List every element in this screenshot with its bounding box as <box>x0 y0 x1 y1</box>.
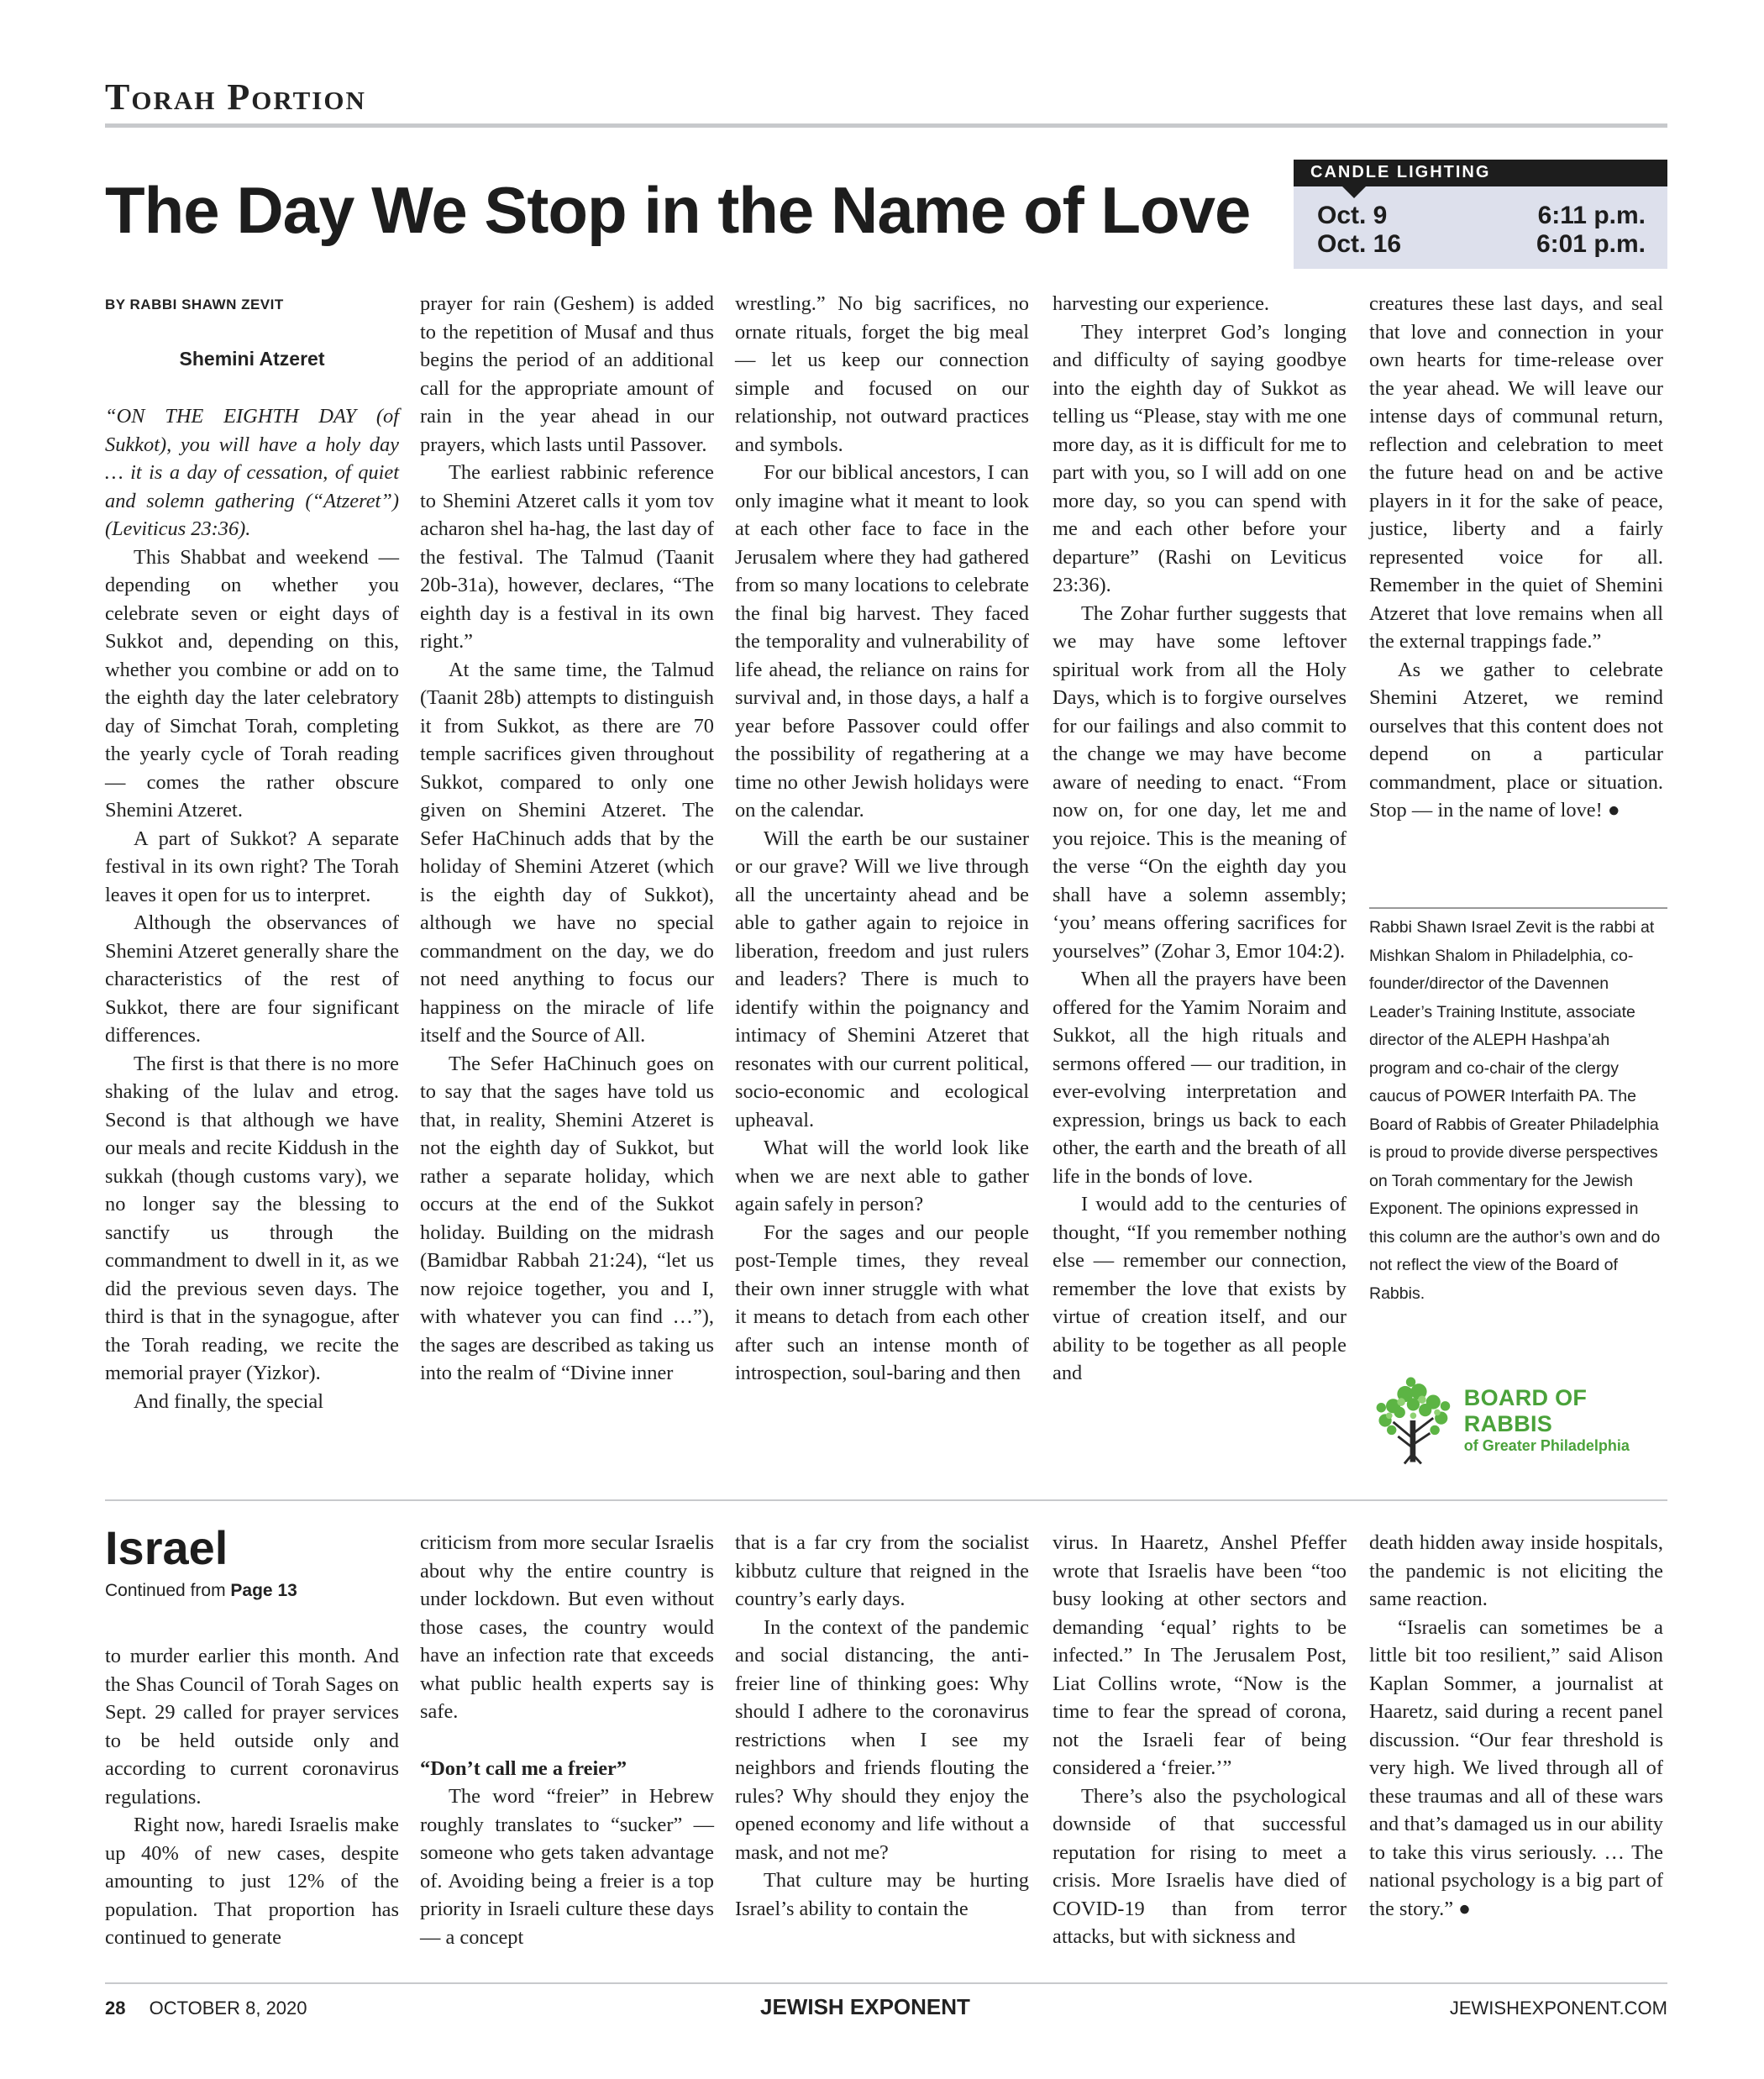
paragraph: At the same time, the Talmud (Taanit 28b) attempts to distinguish it from Sukkot, as there are 70 temple sacrifices given throughout Sukkot, compared to only one given on Shemini Atzeret. The Sefer HaChinuch adds that by the holiday of Shemini Atzeret (which is the eighth day of Sukkot), although we have no special commandment on the day, we do not need anything to focus our happiness on the miracle of life itself and the Source of All. <box>420 658 714 1047</box>
israel-title: Israel <box>105 1521 228 1574</box>
section-header <box>105 76 1667 128</box>
footer-divider <box>105 1982 1667 1984</box>
continued-from: Continued from Page 13 <box>105 1581 297 1600</box>
article-column-2 <box>420 290 714 1388</box>
section-label: Torah Portion <box>105 76 366 118</box>
paragraph: Although the observances of Shemini Atzeret generally share the characteristics of the rest of Sukkot, there are four significant differences. <box>105 911 399 1047</box>
israel-column-3 <box>735 1529 1029 1923</box>
paragraph: Will the earth be our sustainer or our grave? Will we live through all the uncertainty ahead and be able to gather again to rejoice in liberation, freedom and just rulers and leaders? There is much to identify within the poignancy and intimacy of Shemini Atzeret that resonates with our current political, socio-economic and ecological upheaval. <box>735 827 1029 1131</box>
board-of-rabbis-logo <box>1369 1369 1672 1470</box>
paragraph: “Israelis can sometimes be a little bit too resilient,” said Alison Kaplan Sommer, a journalist at Haaretz, said during a recent panel discussion. “Our fear threshold is very high. We lived through all of these traumas and all of these wars and that’s damaged us in our ability to take this virus seriously. … The national psychology is a big part of the story.” ● <box>1369 1615 1663 1920</box>
paragraph: The word “freier” in Hebrew roughly translates to “sucker” — someone who gets taken advantage of. Avoiding being a freier is a top priority in Israeli culture these days — a concept <box>420 1785 714 1949</box>
paragraph: What will the world look like when we are next able to gather again safely in person? <box>735 1137 1029 1215</box>
paragraph: When all the prayers have been offered for the Yamim Noraim and Sukkot, all the high rituals and sermons offered — our tradition, in ever-evolving interpretation and expression, brings us back to each other, the earth and the breath of all life in the bonds of love. <box>1053 968 1347 1188</box>
logo-title: BOARD OF RABBIS <box>1463 1384 1588 1436</box>
israel-column-4 <box>1053 1529 1347 1951</box>
tree-icon <box>1369 1372 1457 1468</box>
candle-row <box>1317 230 1646 259</box>
israel-column-1 <box>105 1642 399 1952</box>
section-divider <box>105 1499 1667 1501</box>
candle-date: Oct. 9 <box>1317 202 1388 229</box>
logo-subtitle: of Greater Philadelphia <box>1463 1436 1630 1454</box>
paragraph: criticism from more secular Israelis about why the entire country is under lockdown. But even without those cases, the country would have an infection rate that exceeds what public health experts say is safe. <box>420 1531 714 1723</box>
publication-name: JEWISH EXPONENT <box>760 1994 970 2019</box>
israel-column-2 <box>420 1529 714 1951</box>
candle-time: 6:01 p.m. <box>1536 230 1646 258</box>
paragraph: They interpret God’s longing and difficulty of saying goodbye into the eighth day of Sukkot as telling us “Please, stay with me one more day, as it is difficult for me to part with you, so I will add on one more day, so you can spend with me and each other before your departure” (Rashi on Leviticus 23:36). <box>1053 320 1347 596</box>
israel-subhead: “Don’t call me a freier” <box>420 1756 627 1780</box>
paragraph: virus. In Haaretz, Anshel Pfeffer wrote that Israelis have been “too busy looking at other sectors and demanding ‘equal’ rights to be infected.” In The Jerusalem Post, Liat Collins wrote, “Now is the time to fear the spread of corona, not the Israeli fear of being considered a ‘freier.’” <box>1053 1531 1347 1779</box>
article-column-4 <box>1053 290 1347 1388</box>
paragraph: That culture may be hurting Israel’s ability to contain the <box>735 1869 1029 1920</box>
paragraph: The first is that there is no more shaking of the lulav and etrog. Second is that although we have our meals and recite Kiddush in the sukkah (though customs vary), we no longer say the blessing to sanctify us through the commandment to dwell in it, as we did the previous seven days. The third is that in the synagogue, after the Torah reading, we recite the memorial prayer (Yizkor). <box>105 1052 399 1384</box>
paragraph: death hidden away inside hospitals, the pandemic is not eliciting the same reaction. <box>1369 1531 1663 1610</box>
author-bio: Rabbi Shawn Israel Zevit is the rabbi at Mishkan Shalom in Philadelphia, co-founder/director of the Davennen Leader’s Training Institute, associate director of the ALEPH Hashpa’ah program and co-chair of the clergy caucus of POWER Interfaith PA. The Board of Rabbis of Greater Philadelphia is proud to provide diverse perspectives on Torah commentary for the Jewish Exponent. The opinions expressed in this column are the author’s own and do not reflect the view of the Board of Rabbis. <box>1369 907 1667 1308</box>
article-column-5 <box>1369 290 1663 825</box>
paragraph: prayer for rain (Geshem) is added to the repetition of Musaf and thus begins the period of an additional call for the appropriate amount of rain in the year ahead in our prayers, which lasts until Passover. <box>420 292 714 456</box>
article-subhead: Shemini Atzeret <box>179 348 325 370</box>
candle-time: 6:11 p.m. <box>1537 202 1646 229</box>
candle-row <box>1317 202 1646 230</box>
article-column-1 <box>105 290 399 1415</box>
paragraph: I would add to the centuries of thought, “If you remember nothing else — remember our connection, remember the love that exists by virtue of creation itself, and our ability to be together as all people and <box>1053 1193 1347 1384</box>
paragraph: that is a far cry from the socialist kibbutz culture that reigned in the country’s early days. <box>735 1531 1029 1610</box>
paragraph: The Zohar further suggests that we may have some leftover spiritual work from all the Holy Days, which is to forgive ourselves for our failings and also commit to the change we may have become aware of needing to enact. “From now on, for one day, let me and you rejoice. This is the meaning of the verse “On the eighth day you shall have a solemn assembly; ‘you’ means offering sacrifices for yourselves” (Zohar 3, Emor 104:2). <box>1053 601 1347 963</box>
headline: The Day We Stop in the Name of Love <box>105 173 1251 247</box>
paragraph: wrestling.” No big sacrifices, no ornate rituals, forget the big meal — let us keep our connection simple and focused on our relationship, not outward practices and symbols. <box>735 292 1029 456</box>
paragraph: For our biblical ancestors, I can only imagine what it meant to look at each other face to face in the Jerusalem where they had gathered from so many locations to celebrate the final big harvest. They faced the temporality and vulnerability of life ahead, the reliance on rains for survival and, in those days, a half a year before Passover could offer the possibility of regathering at a time no other Jewish holidays were on the calendar. <box>735 461 1029 822</box>
paragraph: The Sefer HaChinuch goes on to say that the sages have told us that, in reality, Shemini Atzeret is not the eighth day of Sukkot, but rather a separate holiday, which occurs at the end of the Sukkot holiday. Building on the midrash (Bamidbar Rabbah 21:24), “let us now rejoice together, you and I, with whatever you can find …”), the sages are described as taking us into the realm of “Divine inner <box>420 1052 714 1384</box>
candle-date: Oct. 16 <box>1317 230 1402 258</box>
paragraph: For the sages and our people post-Temple times, they reveal their own inner struggle with what it means to detach from each other after such an intense month of introspection, soul-baring and then <box>735 1221 1029 1384</box>
page-number: 28 <box>105 1998 126 2019</box>
paragraph: A part of Sukkot? A separate festival in its own right? The Torah leaves it open for us to interpret. <box>105 827 399 906</box>
candle-lighting-box <box>1294 160 1667 269</box>
paragraph: harvesting our experience. <box>1053 292 1270 315</box>
website[interactable]: JEWISHEXPONENT.COM <box>1449 1998 1667 2019</box>
callout-notch <box>1342 186 1366 198</box>
issue-date: OCTOBER 8, 2020 <box>149 1998 307 2019</box>
paragraph: “ON THE EIGHTH DAY (of Sukkot), you will have a holy day … it is a day of cessation, of quiet and solemn gathering (“Atzeret”) (Leviticus 23:36). <box>105 405 399 540</box>
paragraph: As we gather to celebrate Shemini Atzeret, we remind ourselves that this content does not depend on a particular commandment, place or situation. Stop — in the name of love! ● <box>1369 658 1663 822</box>
paragraph: In the context of the pandemic and social distancing, the anti-freier line of thinking goes: Why should I adhere to the coronavirus restrictions when I see my neighbors and friends flouting the rules? Why should they enjoy the opened economy and life without a mask, and not me? <box>735 1615 1029 1864</box>
paragraph: creatures these last days, and seal that love and connection in your own hearts for time-release over the year ahead. We will leave our intense days of communal return, reflection and celebration to meet the future head on and be active players in it for the sake of peace, justice, liberty and a fairly represented voice for all. Remember in the quiet of Shemini Atzeret that love remains when all the external trappings fade.” <box>1369 292 1663 653</box>
candle-lighting-title: CANDLE LIGHTING <box>1294 160 1667 186</box>
article-body <box>105 402 399 1415</box>
article-column-3 <box>735 290 1029 1388</box>
paragraph: This Shabbat and weekend — depending on whether you celebrate seven or eight days of Sukkot and, depending on this, whether you combine or add on to the eighth day the later celebratory day of Simchat Torah, completing the yearly cycle of Torah reading — comes the rather obscure Shemini Atzeret. <box>105 545 399 822</box>
continued-page-link[interactable]: Page 13 <box>230 1581 297 1600</box>
candle-lighting-times <box>1294 186 1667 269</box>
logo-text <box>1464 1385 1672 1455</box>
byline: BY RABBI SHAWN ZEVIT <box>105 297 284 312</box>
israel-column-5 <box>1369 1529 1663 1923</box>
paragraph: The earliest rabbinic reference to Shemini Atzeret calls it yom tov acharon shel ha-hag, the last day of the festival. The Talmud (Taanit 20b-31a), however, declares, “The eighth day is a festival in its own right.” <box>420 461 714 653</box>
paragraph: There’s also the psychological downside of that successful reputation for rising to meet a crisis. More Israelis have died of COVID-19 than from terror attacks, but with sickness and <box>1053 1784 1347 1948</box>
paragraph: to murder earlier this month. And the Shas Council of Torah Sages on Sept. 29 called for prayer services to be held outside only and according to current coronavirus regulations. <box>105 1645 399 1809</box>
footer-left <box>105 1998 307 2019</box>
paragraph: Right now, haredi Israelis make up 40% of new cases, despite amounting to just 12% of the population. That proportion has continued to generate <box>105 1814 399 1949</box>
paragraph: And finally, the special <box>134 1389 323 1413</box>
